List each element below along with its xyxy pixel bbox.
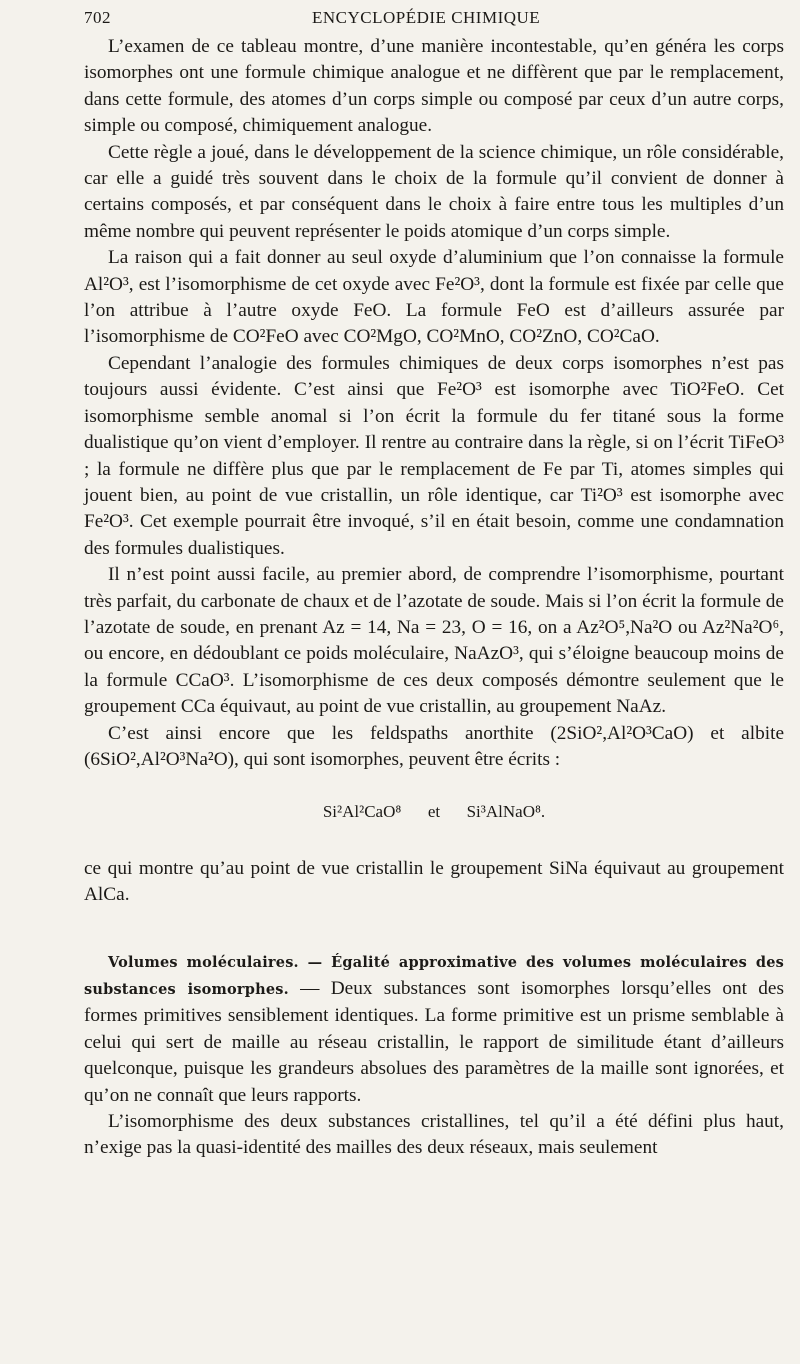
section-continuation: L’isomorphisme des deux substances cristallines, tel qu’il a été défini plus haut, n’exige pas la quasi-identité des mailles des deux réseaux, mais seulement: [84, 1111, 784, 1159]
body-text: [84, 34, 784, 1162]
formula-anorthite: Si²Al²CaO⁸: [322, 802, 402, 822]
running-title: ENCYCLOPÉDIE CHIMIQUE: [312, 8, 541, 27]
section-paragraph: [84, 949, 784, 1109]
page-number: 702: [84, 8, 111, 27]
formula-line: [84, 799, 784, 825]
section-body: — Deux substances sont isomorphes lorsqu’elles ont des formes primitives sensiblement identiques. La forme primitive est un prisme semblable à celui qui sert de maille au réseau cristallin, le rapport de similitude étant d’ailleurs quelconque, puisque les grandeurs absolues des paramètres de la maille sont ignorées, et qu’on ne connaît que leurs rapports.: [84, 978, 784, 1106]
paragraph-after-formula: ce qui montre qu’au point de vue cristallin le groupement SiNa équivaut au groupement AlCa.: [84, 857, 784, 906]
page-header: [84, 0, 784, 34]
formula-connector: et: [427, 802, 441, 822]
paragraph-1: L’examen de ce tableau montre, d’une manière incontestable, qu’en généra les corps isomorphes ont une formule chimique analogue et ne diffèrent que par le remplacement, dans cette formule, des atomes d’un corps simple ou composé par ceux d’un autre corps, simple ou composé, chimiquement analogue.: [84, 36, 784, 137]
paragraph-4: Cependant l’analogie des formules chimiques de deux corps isomorphes n’est pas toujours aussi évidente. C’est ainsi que Fe²O³ est isomorphe avec TiO²FeO. Cet isomorphisme semble anomal si l’on écrit la formule du fer titané sous la forme dualistique qu’on vient d’employer. Il rentre au contraire dans la règle, si on l’écrit TiFeO³ ; la formule ne diffère plus que par le remplacement de Fe par Ti, atomes simples qui jouent bien, au point de vue cristallin, un rôle identique, car Ti²O³ est isomorphe avec Fe²O³. Cet exemple pourrait être invoqué, s’il en était besoin, comme une condamnation des formules dualistiques.: [84, 352, 784, 559]
paragraph-6: C’est ainsi encore que les feldspaths anorthite (2SiO²,Al²O³CaO) et albite (6SiO²,Al²O³Na²O), qui sont isomorphes, peuvent être écrits :: [84, 722, 784, 770]
paragraph-2: Cette règle a joué, dans le développement de la science chimique, un rôle considérable, car elle a guidé très souvent dans le choix de la formule qu’il convient de donner à certains composés, et par conséquent dans le choix à faire entre tous les multiples d’un même nombre qui peuvent représenter le poids atomique d’un corps simple.: [84, 141, 784, 242]
formula-albite: Si³AlNaO⁸.: [466, 802, 546, 822]
section-title: Volumes moléculaires. — Égalité approximative des volumes moléculaires des substances isomorphes.: [84, 953, 784, 998]
paragraph-3: La raison qui a fait donner au seul oxyde d’aluminium que l’on connaisse la formule Al²O³, est l’isomorphisme de cet oxyde avec Fe²O³, dont la formule est fixée par celle que l’on attribue à l’autre oxyde FeO. La formule FeO est d’ailleurs assurée par l’isomorphisme de CO²FeO avec CO²MgO, CO²MnO, CO²ZnO, CO²CaO.: [84, 247, 784, 348]
paragraph-5: Il n’est point aussi facile, au premier abord, de comprendre l’isomorphisme, pourtant très parfait, du carbonate de chaux et de l’azotate de soude. Mais si l’on écrit la formule de l’azotate de soude, en prenant Az = 14, Na = 23, O = 16, on a Az²O⁵,Na²O ou Az²Na²O⁶, ou encore, en dédoublant ce poids moléculaire, NaAzO³, qui s’éloigne beaucoup moins de la formule CCaO³. L’isomorphisme de ces deux composés démontre seulement que le groupement CCa équivaut, au point de vue cristallin, au groupement NaAz.: [84, 564, 784, 718]
